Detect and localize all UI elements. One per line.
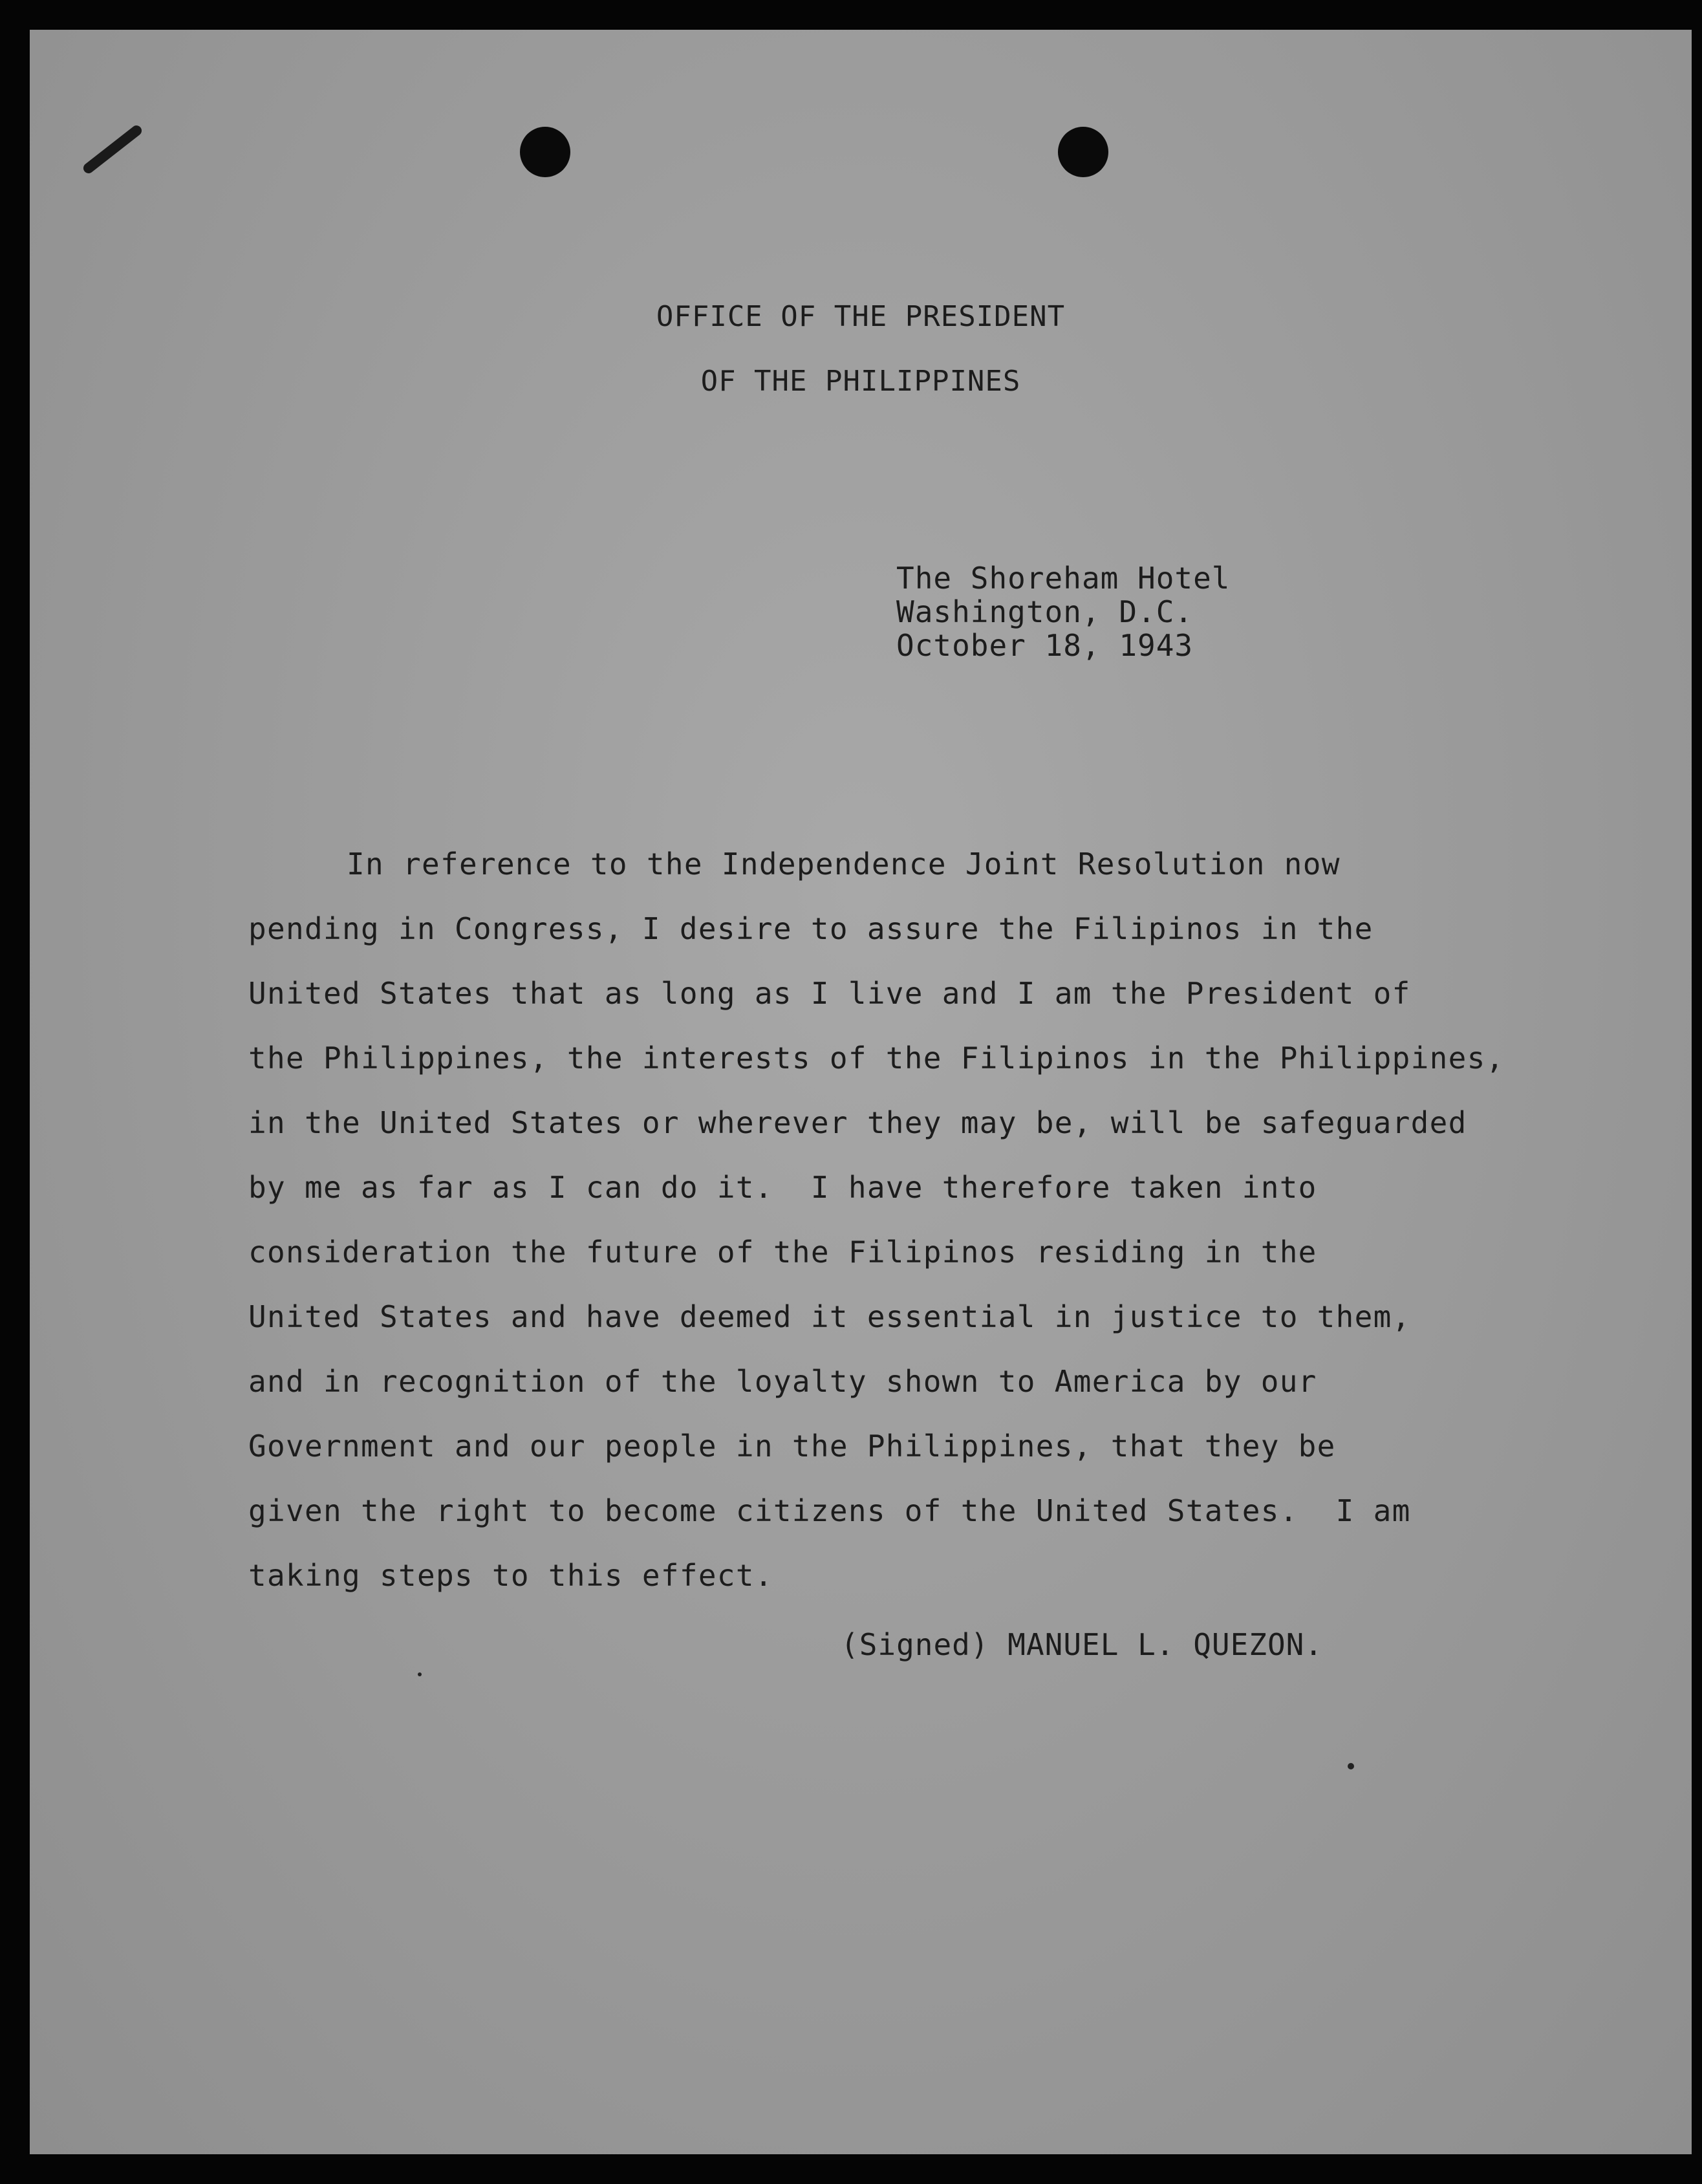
ink-mark [81,124,144,175]
body-line: pending in Congress, I desire to assure the Filipinos in the [248,911,1373,946]
body-line: and in recognition of the loyalty shown to America by our [248,1364,1317,1399]
body-line: Government and our people in the Philippines, that they be [248,1429,1336,1464]
letterhead-line-1: OFFICE OF THE PRESIDENT [656,300,1066,333]
address-line-hotel: The Shoreham Hotel [896,561,1231,596]
body-line: given the right to become citizens of the United States. I am [248,1493,1411,1528]
address-line-date: October 18, 1943 [896,628,1194,663]
punch-hole-left [520,127,570,177]
body-line: United States and have deemed it essential in justice to them, [248,1299,1411,1334]
ink-speck [418,1672,422,1676]
body-line: by me as far as I can do it. I have therefore taken into [248,1170,1317,1205]
body-line: in the United States or wherever they may be, will be safeguarded [248,1105,1467,1140]
address-line-city: Washington, D.C. [896,594,1194,629]
body-line: the Philippines, the interests of the Filipinos in the Philippines, [248,1041,1505,1076]
ink-speck [1348,1763,1354,1769]
document-page [30,30,1692,2154]
body-line: taking steps to this effect. [248,1558,773,1593]
punch-hole-right [1058,127,1108,177]
letter-body [248,832,1505,1608]
letterhead-line-2: OF THE PHILIPPINES [700,365,1021,398]
signature-line: (Signed) MANUEL L. QUEZON. [841,1627,1324,1662]
body-line: consideration the future of the Filipinos residing in the [248,1235,1317,1270]
address-block [896,561,1231,662]
body-line: United States that as long as I live and I am the President of [248,976,1411,1011]
body-line: In reference to the Independence Joint Resolution now [347,847,1341,881]
